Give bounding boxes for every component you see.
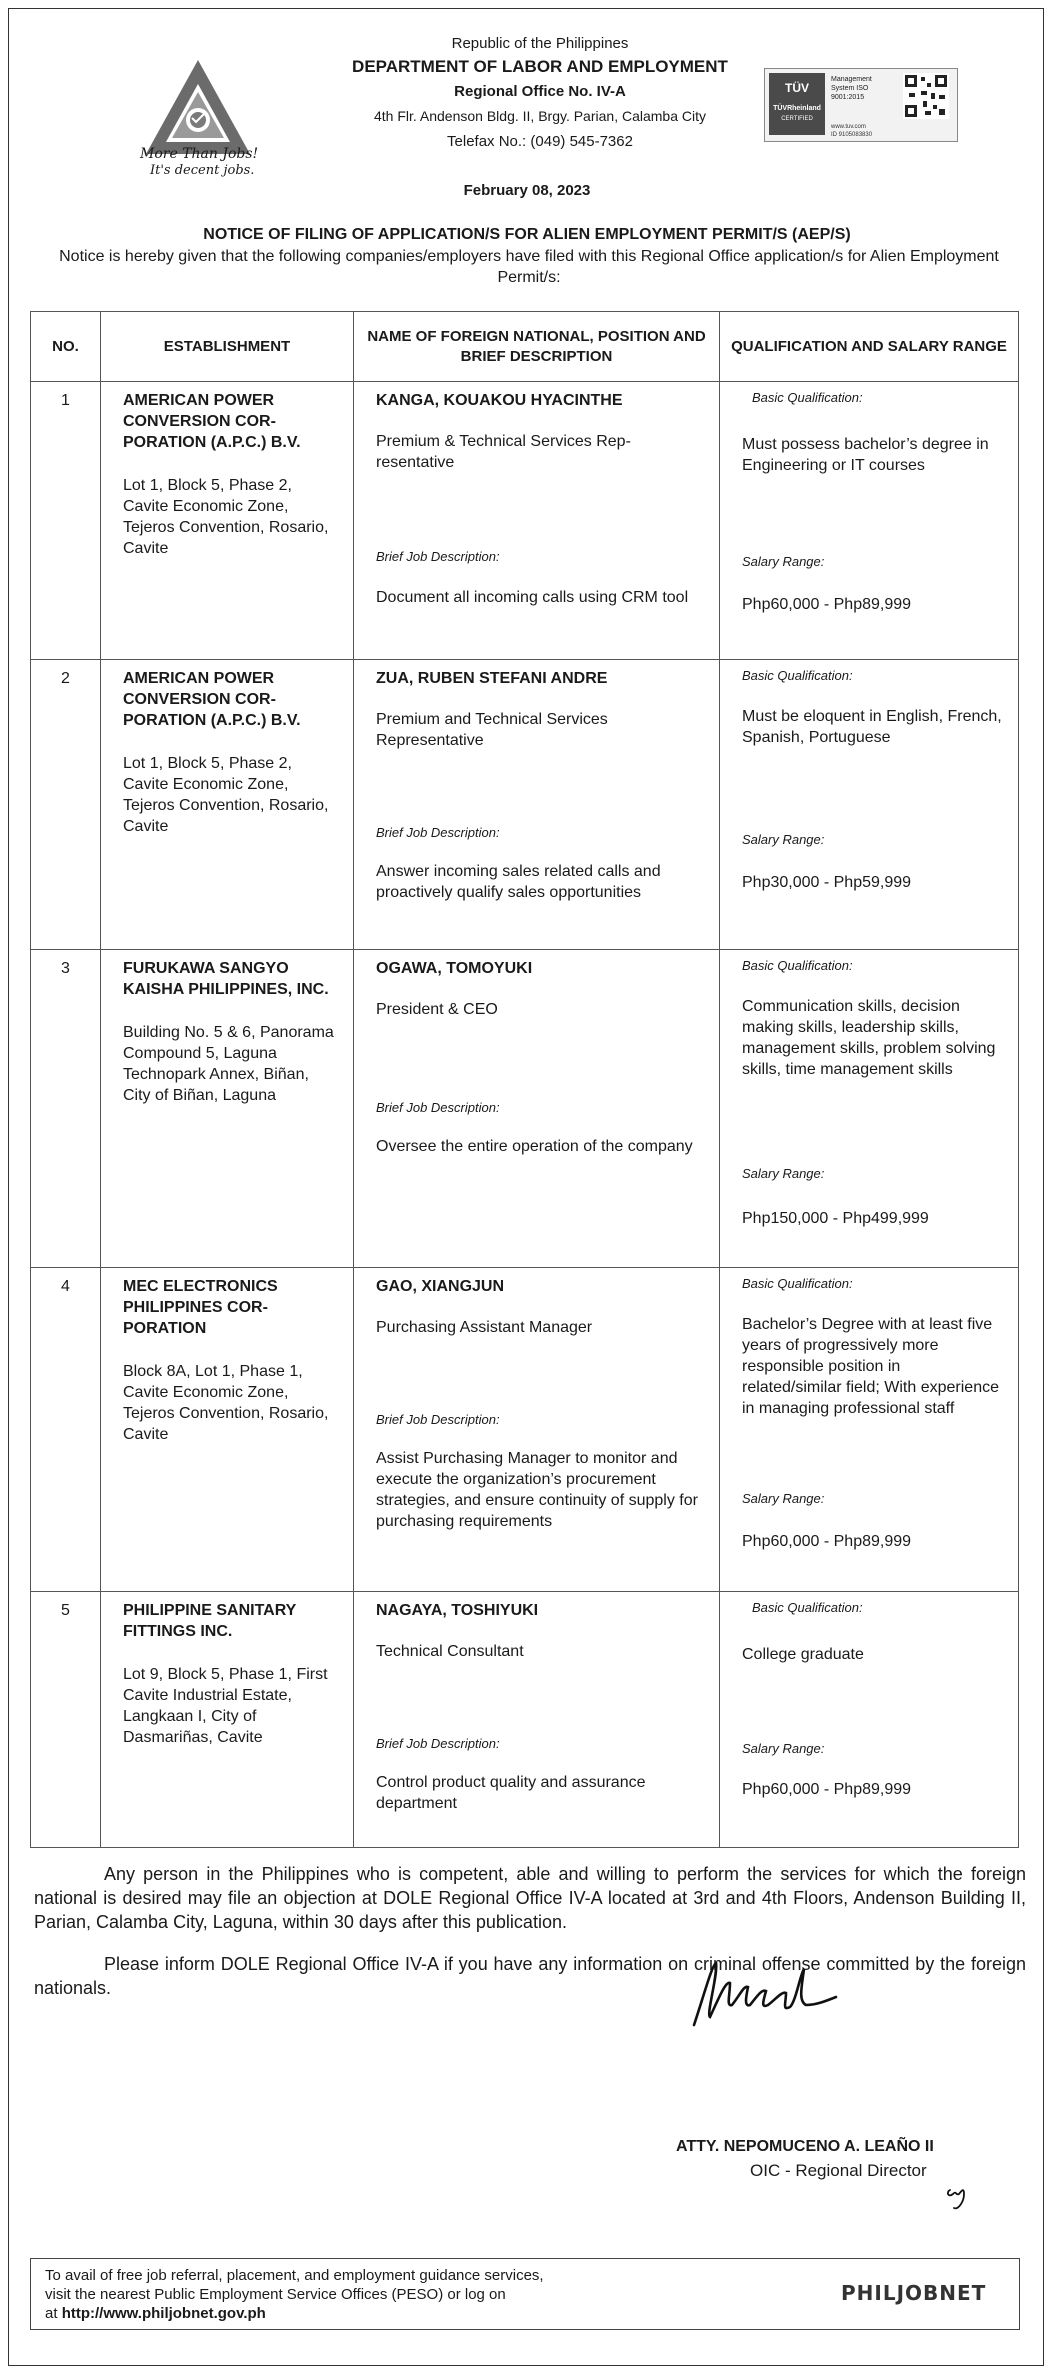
qualification-label: Basic Qualification: [742, 1276, 853, 1291]
establishment-name: PHILIPPINE SANITARY FITTINGS INC. [123, 1602, 297, 1640]
establishment-address: Block 8A, Lot 1, Phase 1, Cavite Economic Zone, Tejeros Convention, Rosario, Cavite [123, 1363, 329, 1443]
criminal-offense-paragraph: Please inform DOLE Regional Office IV-A if you have any information on criminal offense committed by the foreign nationals. [34, 1954, 1026, 1998]
brief-description-label: Brief Job Description: [376, 1736, 500, 1751]
salary-label: Salary Range: [742, 1741, 825, 1756]
establishment-cell [101, 1268, 354, 1592]
logo-subtagline: It's decent jobs. [150, 163, 255, 178]
establishment-address: Building No. 5 & 6, Panorama Compound 5, Laguna Technopark Annex, Biñan, City of Biñan, Laguna [123, 1024, 334, 1104]
philjobnet-logo: PHILJOBNET [841, 2281, 987, 2305]
position-title: President & CEO [376, 1001, 498, 1018]
establishment-name: AMERICAN POWER CONVERSION CORPORATION (A.P.C.) B.V. [123, 392, 301, 451]
establishment-name: AMERICAN POWER CONVERSION CORPORATION (A.P.C.) B.V. [123, 670, 301, 729]
table-row [31, 660, 1019, 950]
establishment-address: Lot 1, Block 5, Phase 2, Cavite Economic Zone, Tejeros Convention, Rosario, Cavite [123, 477, 329, 557]
department-name: DEPARTMENT OF LABOR AND EMPLOYMENT [352, 57, 728, 76]
foreign-national-name: KANGA, KOUAKOU HYACINTHE [376, 392, 623, 409]
salary-label: Salary Range: [742, 1491, 825, 1506]
job-description: Answer incoming sales related calls and proactively qualify sales opportunities [376, 863, 661, 901]
salary-range: Php60,000 - Php89,999 [742, 1533, 912, 1550]
establishment-cell [101, 660, 354, 950]
tuv-badge-icon: TÜV TÜVRheinland CERTIFIED [769, 73, 825, 135]
qualification-label: Basic Qualification: [752, 1600, 863, 1615]
salary-range: Php150,000 - Php499,999 [742, 1210, 929, 1227]
notice-title: NOTICE OF FILING OF APPLICATION/S FOR ALIEN EMPLOYMENT PERMIT/S (AEP/S) [203, 226, 851, 243]
footer-box [30, 2258, 1020, 2330]
position-title: Premium and Technical Services Representative [376, 711, 608, 749]
col-header-national: NAME OF FOREIGN NATIONAL, POSITION AND BRIEF DESCRIPTION [354, 312, 720, 382]
qualification-text: Must possess bachelor’s degree in Engineering or IT courses [742, 436, 989, 474]
qualification-text: College graduate [742, 1646, 864, 1663]
table-row [31, 950, 1019, 1268]
qualification-text: Communication skills, decision making skills, leadership skills, management skills, problem solving skills, time management skills [742, 998, 996, 1078]
philjobnet-link[interactable]: http://www.philjobnet.gov.ph [61, 2305, 266, 2322]
aep-table [30, 311, 1019, 1848]
qualification-cell [720, 382, 1019, 660]
position-title: Premium & Technical Services Representative [376, 433, 631, 471]
notice-intro: Notice is hereby given that the following companies/employers have filed with this Regional Office application/s for Alien Employment Permit/s: [59, 248, 999, 286]
foreign-national-name: NAGAYA, TOSHIYUKI [376, 1602, 539, 1619]
qualification-cell [720, 950, 1019, 1268]
table-row [31, 382, 1019, 660]
row-number: 4 [31, 1268, 101, 1592]
foreign-national-name: GAO, XIANGJUN [376, 1278, 505, 1295]
national-cell [354, 660, 720, 950]
qualification-text: Bachelor’s Degree with at least five years of progressively more responsible position in related/similar field; With experience in managing professional staff [742, 1316, 999, 1417]
national-cell [354, 1268, 720, 1592]
establishment-name: FURUKAWA SANGYO KAISHA PHILIPPINES, INC. [123, 960, 329, 998]
job-description: Assist Purchasing Manager to monitor and execute the organization’s procurement strategies, and ensure continuity of supply for purchasing requirements [376, 1450, 698, 1530]
salary-range: Php60,000 - Php89,999 [742, 1781, 912, 1798]
national-cell [354, 950, 720, 1268]
telefax: Telefax No.: (049) 545-7362 [447, 133, 633, 150]
signature-image [686, 1955, 846, 2035]
cert-description: Management System ISO 9001:2015 [831, 76, 872, 101]
qualification-cell [720, 1268, 1019, 1592]
table-header-row [31, 312, 1019, 382]
foreign-national-name: OGAWA, TOMOYUKI [376, 960, 533, 977]
salary-label: Salary Range: [742, 1166, 825, 1181]
row-number: 1 [31, 382, 101, 660]
establishment-cell [101, 382, 354, 660]
office-address: 4th Flr. Andenson Bldg. II, Brgy. Parian, Calamba City [373, 108, 706, 124]
establishment-address: Lot 1, Block 5, Phase 2, Cavite Economic Zone, Tejeros Convention, Rosario, Cavite [123, 755, 329, 835]
national-cell [354, 1592, 720, 1848]
national-cell [354, 382, 720, 660]
cert-id: www.tuv.com ID 9105083830 [831, 124, 873, 138]
salary-label: Salary Range: [742, 832, 825, 847]
establishment-cell [101, 1592, 354, 1848]
brief-description-label: Brief Job Description: [376, 1100, 500, 1115]
letterhead [250, 34, 830, 152]
col-header-establishment: ESTABLISHMENT [101, 312, 354, 382]
qualification-cell [720, 660, 1019, 950]
foreign-national-name: ZUA, RUBEN STEFANI ANDRE [376, 670, 608, 687]
position-title: Technical Consultant [376, 1643, 524, 1660]
brief-description-label: Brief Job Description: [376, 549, 500, 564]
table-row [31, 1592, 1019, 1848]
establishment-name: MEC ELECTRONICS PHILIPPINES CORPORATION [123, 1278, 278, 1337]
brief-description-label: Brief Job Description: [376, 1412, 500, 1427]
job-description: Control product quality and assurance department [376, 1774, 646, 1812]
col-header-no: NO. [31, 312, 101, 382]
row-number: 3 [31, 950, 101, 1268]
signatory-name: ATTY. NEPOMUCENO A. LEAÑO II [676, 2138, 934, 2155]
qr-code-icon [903, 73, 949, 119]
qualification-label: Basic Qualification: [752, 390, 863, 405]
row-number: 2 [31, 660, 101, 950]
qualification-label: Basic Qualification: [742, 958, 853, 973]
position-title: Purchasing Assistant Manager [376, 1319, 593, 1336]
footer-line-2: visit the nearest Public Employment Service Offices (PESO) or log on [45, 2286, 506, 2303]
logo-tagline: More Than Jobs! [140, 146, 259, 162]
iso-certification-badge [764, 68, 958, 142]
row-number: 5 [31, 1592, 101, 1848]
initials-mark [944, 2178, 974, 2212]
signatory-title: OIC - Regional Director [750, 2161, 927, 2180]
job-description: Document all incoming calls using CRM tool [376, 589, 689, 606]
establishment-cell [101, 950, 354, 1268]
salary-range: Php60,000 - Php89,999 [742, 596, 912, 613]
col-header-qualification: QUALIFICATION AND SALARY RANGE [720, 312, 1019, 382]
salary-label: Salary Range: [742, 554, 825, 569]
qualification-text: Must be eloquent in English, French, Spanish, Portuguese [742, 708, 1002, 746]
qualification-cell [720, 1592, 1019, 1848]
footer-line-3: at http://www.philjobnet.gov.ph [45, 2305, 266, 2322]
job-description: Oversee the entire operation of the company [376, 1138, 693, 1155]
republic-label: Republic of the Philippines [451, 35, 629, 52]
footer-text [45, 2266, 725, 2323]
brief-description-label: Brief Job Description: [376, 825, 500, 840]
notice-date: February 08, 2023 [463, 182, 591, 199]
table-row [31, 1268, 1019, 1592]
salary-range: Php30,000 - Php59,999 [742, 874, 912, 891]
regional-office: Regional Office No. IV-A [454, 83, 626, 100]
footer-line-1: To avail of free job referral, placement, and employment guidance services, [45, 2267, 544, 2284]
qualification-label: Basic Qualification: [742, 668, 853, 683]
objection-paragraph: Any person in the Philippines who is competent, able and willing to perform the services for which the foreign national is desired may file an objection at DOLE Regional Office IV-A located at 3rd and 4th Floors, Andenson Building II, Parian, Calamba City, Laguna, within 30 days after this publication. [34, 1864, 1026, 1932]
establishment-address: Lot 9, Block 5, Phase 1, First Cavite Industrial Estate, Langkaan I, City of Dasmariñas, Cavite [123, 1666, 328, 1746]
